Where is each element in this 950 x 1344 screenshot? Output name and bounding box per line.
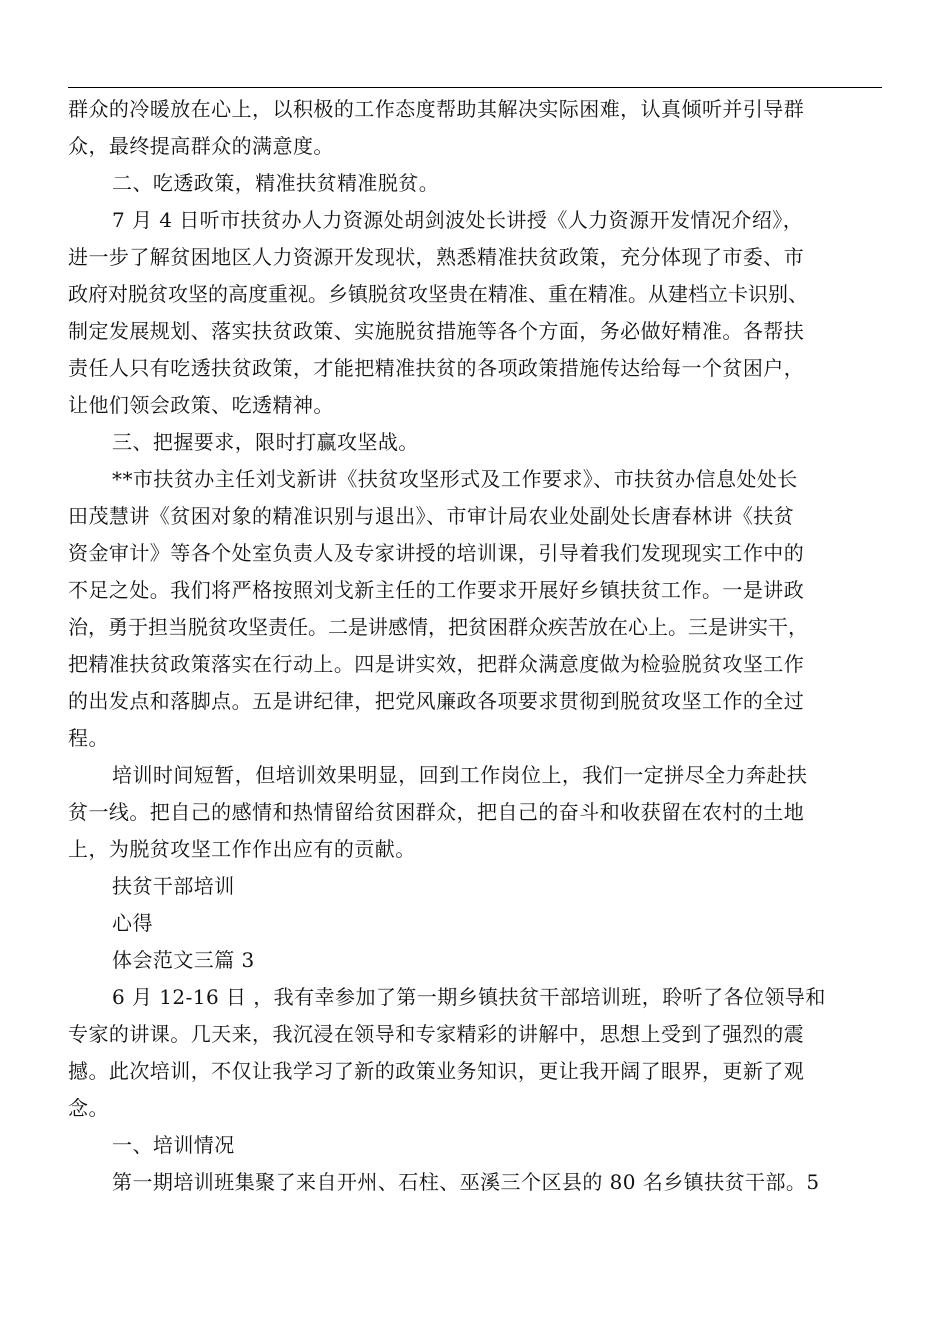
- text-line: 7 月 4 日听市扶贫办人力资源处胡剑波处长讲授《人力资源开发情况介绍》，: [112, 208, 804, 232]
- text-line: 撼。此次培训，不仅让我学习了新的政策业务知识，更让我开阔了眼界，更新了观: [68, 1059, 805, 1083]
- text-line: **市扶贫办主任刘戈新讲《扶贫攻坚形式及工作要求》、市扶贫办信息处处长: [112, 467, 798, 491]
- text-line: 让他们领会政策、吃透精神。: [68, 393, 334, 417]
- text-line: 资金审计》等各个处室负责人及专家讲授的培训课，引导着我们发现现实工作中的: [68, 541, 805, 565]
- text-line: 一、培训情况: [112, 1133, 235, 1157]
- text-line: 三、把握要求，限时打赢攻坚战。: [112, 430, 419, 454]
- text-line: 贫一线。把自己的感情和热情留给贫困群众，把自己的奋斗和收获留在农村的土地: [68, 800, 805, 824]
- text-line: 6 月 12-16 日 ，我有幸参加了第一期乡镇扶贫干部培训班，聆听了各位领导和: [112, 985, 826, 1009]
- text-line: 责任人只有吃透扶贫政策，才能把精准扶贫的各项政策措施传达给每一个贫困户，: [68, 356, 805, 380]
- text-line: 上，为脱贫攻坚工作作出应有的贡献。: [68, 837, 416, 861]
- text-line: 众，最终提高群众的满意度。: [68, 134, 334, 158]
- document-body: [68, 91, 882, 1201]
- text-line: 第一期培训班集聚了来自开州、石柱、巫溪三个区县的 80 名乡镇扶贫干部。5: [112, 1170, 820, 1194]
- text-line: 培训时间短暂，但培训效果明显，回到工作岗位上，我们一定拼尽全力奔赴扶: [112, 763, 808, 787]
- text-line: 二、吃透政策，精准扶贫精准脱贫。: [112, 171, 440, 195]
- text-line: 程。: [68, 726, 109, 750]
- text-line: 田茂慧讲《贫困对象的精准识别与退出》、市审计局农业处副处长唐春林讲《扶贫: [68, 504, 795, 528]
- text-line: 治，勇于担当脱贫攻坚责任。二是讲感情，把贫困群众疾苦放在心上。三是讲实干，: [68, 615, 808, 639]
- text-line: 政府对脱贫攻坚的高度重视。乡镇脱贫攻坚贵在精准、重在精准。从建档立卡识别、: [68, 282, 808, 306]
- header-rule: [68, 87, 882, 88]
- text-line: 心得: [112, 911, 153, 935]
- text-line: 念。: [68, 1096, 109, 1120]
- text-line: 把精准扶贫政策落实在行动上。四是讲实效，把群众满意度做为检验脱贫攻坚工作: [68, 652, 805, 676]
- text-line: 体会范文三篇 3: [112, 948, 255, 972]
- text-line: 群众的冷暖放在心上，以积极的工作态度帮助其解决实际困难，认真倾听并引导群: [68, 97, 805, 121]
- text-line: 扶贫干部培训: [112, 874, 235, 898]
- text-line: 的出发点和落脚点。五是讲纪律，把党风廉政各项要求贯彻到脱贫攻坚工作的全过: [68, 689, 805, 713]
- text-line: 进一步了解贫困地区人力资源开发现状，熟悉精准扶贫政策，充分体现了市委、市: [68, 245, 805, 269]
- text-line: 不足之处。我们将严格按照刘戈新主任的工作要求开展好乡镇扶贫工作。一是讲政: [68, 578, 805, 602]
- text-line: 制定发展规划、落实扶贫政策、实施脱贫措施等各个方面，务必做好精准。各帮扶: [68, 319, 805, 343]
- text-line: 专家的讲课。几天来，我沉浸在领导和专家精彩的讲解中，思想上受到了强烈的震: [68, 1022, 805, 1046]
